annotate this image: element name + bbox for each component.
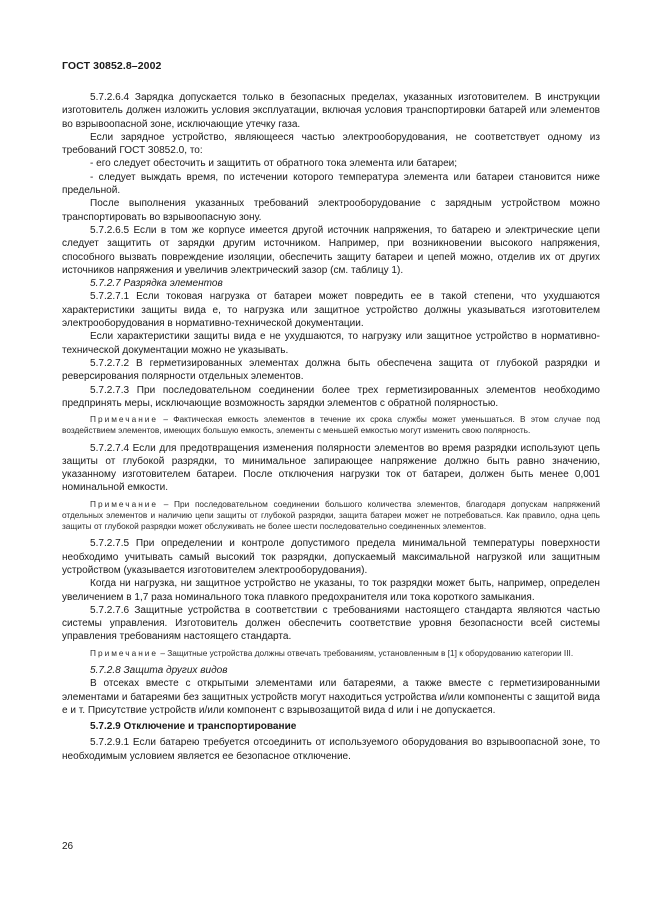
document-header: ГОСТ 30852.8–2002 bbox=[62, 60, 162, 72]
note bbox=[62, 499, 600, 533]
paragraph: Когда ни нагрузка, ни защитное устройство не указаны, то ток разрядки может быть, например, определен увеличением в 1,7 раза номинального тока плавкого предохранителя или тока короткого замыкания. bbox=[62, 578, 600, 603]
paragraph-5-7-2-7-6: 5.7.2.7.6 Защитные устройства в соответствии с требованиями настоящего стандарта являются частью системы управления. Изготовитель должен обеспечить соответствие уровня безопасности всей системы управления требованиям настоящего стандарта. bbox=[62, 604, 600, 643]
list-item: - следует выждать время, по истечении которого температура элемента или батареи становится ниже предельной. bbox=[62, 171, 600, 197]
section-heading-5-7-2-9: 5.7.2.9 Отключение и транспортирование bbox=[90, 721, 297, 733]
paragraph-5-7-2-7-5: 5.7.2.7.5 При определении и контроле допустимого предела минимальной температуры поверхности необходимо учитывать самый высокий ток разрядки, допускаемый максимальной нагрузкой или защитным устройством (указывается изготовителем электрооборудования). bbox=[62, 538, 600, 576]
section-heading-5-7-2-7: 5.7.2.7 Разрядка элементов bbox=[90, 278, 223, 290]
paragraph-5-7-2-7-3: 5.7.2.7.3 При последовательном соединении более трех герметизированных элементов необходимо предпринять меры, исключающие возможность зарядки элементов с обратной полярностью. bbox=[62, 384, 600, 409]
paragraph-5-7-2-7-1: 5.7.2.7.1 Если токовая нагрузка от батареи может повредить ее в такой степени, что ухудшаются характеристики защиты вида е, то нагрузка или защитное устройство должны указываться изготовителем электрооборудования в нормативно-технической документации. bbox=[62, 291, 600, 330]
paragraph-5-7-2-6-4: 5.7.2.6.4 Зарядка допускается только в безопасных пределах, указанных изготовителем. В инструкции изготовитель должен изложить условия эксплуатации, включая условия транспортировки батарей или элементов во взрывоопасной зоне, исключающие утечку газа. bbox=[62, 92, 600, 130]
note-label: Примечание bbox=[90, 414, 159, 425]
paragraph-5-7-2-7-2: 5.7.2.7.2 В герметизированных элементах должна быть обеспечена защита от глубокой разрядки и реверсирования полярности отдельных элементов. bbox=[62, 357, 600, 383]
paragraph: После выполнения указанных требований электрооборудование с зарядным устройством можно транспортировать во взрывоопасную зону. bbox=[62, 198, 600, 223]
note bbox=[62, 414, 600, 436]
paragraph: Если характеристики защиты вида е не ухудшаются, то нагрузку или защитное устройство в нормативно-технической документации можно не указывать. bbox=[62, 331, 600, 356]
list-item: - его следует обесточить и защитить от обратного тока элемента или батареи; bbox=[90, 158, 458, 170]
page-number: 26 bbox=[62, 841, 74, 852]
paragraph-5-7-2-9-1: 5.7.2.9.1 Если батарею требуется отсоединить от используемого оборудования во взрывоопасной зоне, то необходимым условием является ее безопасное отключение. bbox=[62, 737, 600, 762]
note-label: Примечание bbox=[90, 647, 159, 658]
paragraph: Если зарядное устройство, являющееся частью электрооборудования, не соответствует одному из требований ГОСТ 30852.0, то: bbox=[62, 131, 600, 157]
paragraph-5-7-2-7-4: 5.7.2.7.4 Если для предотвращения изменения полярности элементов во время разрядки используют цепь защиты от глубокой разрядки, то минимальное запирающее напряжение должно быть равно значению, указанному изготовителем батареи. После отключения нагрузки ток от батареи, должен быть менее 0,001 номинальной емкости. bbox=[62, 442, 600, 494]
note-text: – Защитные устройства должны отвечать требованиям, установленным в [1] к оборудованию категории III. bbox=[158, 647, 574, 658]
paragraph: В отсеках вместе с открытыми элементами или батареями, а также вместе с герметизированными элементами и батареями без защитных устройств могут находиться устройства и/или компоненты с защитой вида е и т. Присутствие устройств и/или компонент с взрывозащитой вида d или i не допускается. bbox=[62, 678, 600, 716]
note-text: – При последовательном соединении большого количества элементов, благодаря допускам напряжений отдельных элементов и наличию цепи защиты от глубокой разрядки, защита батареи может не потребоваться. Как правило, одна цепь защиты от глубокой разрядки может обслуживать не более шести последовательно соединенных элементов. bbox=[62, 498, 600, 532]
note-label: Примечание bbox=[90, 498, 159, 509]
section-heading-5-7-2-8: 5.7.2.8 Защита других видов bbox=[90, 664, 228, 676]
paragraph-5-7-2-6-5: 5.7.2.6.5 Если в том же корпусе имеется другой источник напряжения, то батарею и электрические цепи следует защитить от зарядки другим источником. Например, при возникновении высокого напряжения, способного вызвать повреждение изоляции, обеспечить защиту батареи и цепей можно, отделив их от других источников напряжения и увеличив электрический зазор (см. таблицу 1). bbox=[62, 224, 600, 276]
document-page bbox=[62, 60, 600, 763]
note bbox=[62, 648, 600, 659]
note-text: – Фактическая емкость элементов в течение их срока службы может уменьшаться. В этом случае под воздействием элементов, имеющих большую емкость, элементы с меньшей емкостью могут изменить свою полярность. bbox=[62, 414, 600, 436]
